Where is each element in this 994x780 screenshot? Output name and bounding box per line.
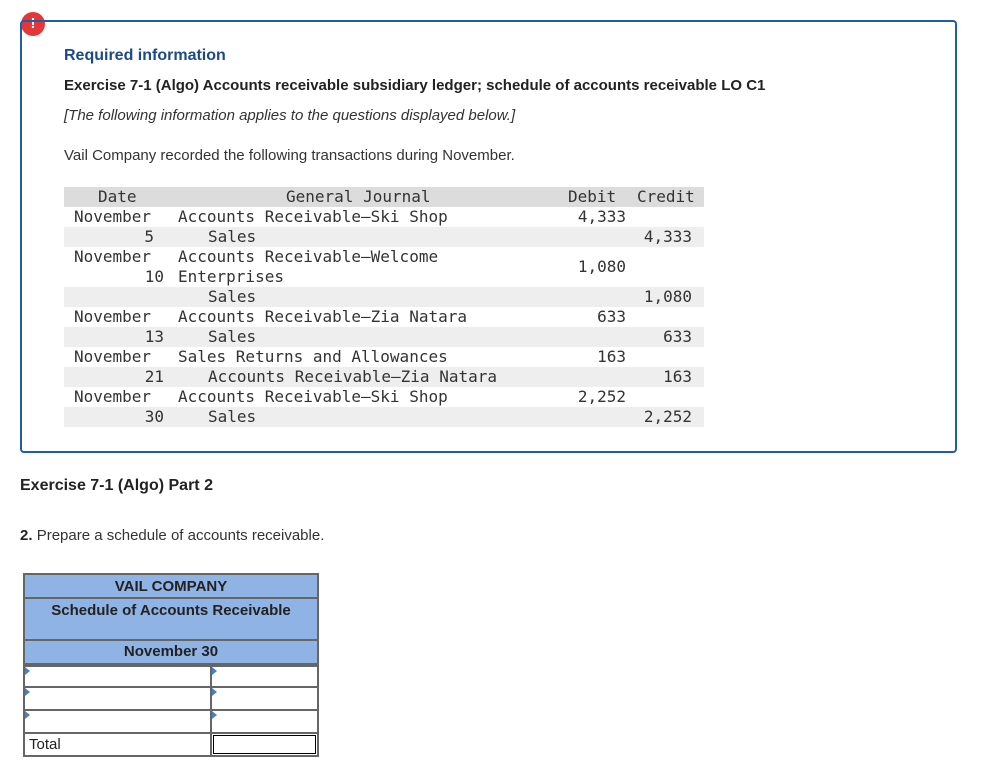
dropdown-marker-icon bbox=[212, 688, 217, 696]
journal-row bbox=[64, 227, 704, 247]
journal-date: November bbox=[74, 387, 152, 406]
journal-account: Sales bbox=[208, 287, 257, 306]
journal-debit: 4,333 bbox=[577, 207, 626, 226]
journal-credit: 163 bbox=[663, 367, 692, 386]
journal-header-row bbox=[64, 187, 704, 207]
total-label: Total bbox=[23, 734, 212, 757]
journal-credit: 2,252 bbox=[643, 407, 692, 426]
schedule-of-accounts-receivable bbox=[23, 573, 319, 757]
schedule-row bbox=[23, 688, 319, 711]
journal-date: November bbox=[74, 347, 152, 366]
journal-row bbox=[64, 367, 704, 387]
journal-date: November bbox=[74, 247, 152, 266]
journal-row bbox=[64, 327, 704, 347]
journal-debit: 1,080 bbox=[577, 257, 626, 276]
amount-input[interactable] bbox=[212, 688, 319, 711]
journal-date: 21 bbox=[144, 367, 164, 386]
journal-account: Sales Returns and Allowances bbox=[178, 347, 448, 366]
date-header: Date bbox=[98, 187, 137, 206]
journal-credit: 1,080 bbox=[643, 287, 692, 306]
customer-name-input[interactable] bbox=[23, 688, 212, 711]
schedule-company-name: VAIL COMPANY bbox=[23, 573, 319, 599]
journal-row bbox=[64, 387, 704, 407]
dropdown-marker-icon bbox=[25, 711, 30, 719]
schedule-total-row bbox=[23, 734, 319, 757]
general-journal-header: General Journal bbox=[286, 187, 431, 206]
journal-row bbox=[64, 287, 704, 307]
journal-row bbox=[64, 407, 704, 427]
journal-account: Accounts Receivable—Ski Shop bbox=[178, 387, 448, 406]
required-information-title: Required information bbox=[64, 47, 226, 64]
journal-row bbox=[64, 307, 704, 327]
dropdown-marker-icon bbox=[212, 711, 217, 719]
schedule-row bbox=[23, 711, 319, 734]
journal-account: Accounts Receivable—Zia Natara bbox=[208, 367, 497, 386]
debit-header: Debit bbox=[568, 187, 617, 206]
journal-debit: 163 bbox=[597, 347, 626, 366]
journal-account: Sales bbox=[208, 327, 257, 346]
total-amount-input[interactable] bbox=[213, 735, 316, 754]
journal-account: Accounts Receivable—Zia Natara bbox=[178, 307, 467, 326]
schedule-row bbox=[23, 665, 319, 688]
exercise-title: Exercise 7-1 (Algo) Accounts receivable subsidiary ledger; schedule of accounts receivable LO C1 bbox=[64, 77, 766, 94]
amount-input[interactable] bbox=[212, 665, 319, 688]
question-body: Prepare a schedule of accounts receivable. bbox=[36, 527, 325, 544]
schedule-title: Schedule of Accounts Receivable bbox=[23, 599, 319, 641]
dropdown-marker-icon bbox=[212, 667, 217, 675]
journal-credit: 4,333 bbox=[643, 227, 692, 246]
intro-text: Vail Company recorded the following transactions during November. bbox=[64, 147, 515, 164]
dropdown-marker-icon bbox=[25, 667, 30, 675]
journal-account: Sales bbox=[208, 407, 257, 426]
part-title: Exercise 7-1 (Algo) Part 2 bbox=[20, 477, 213, 494]
amount-input[interactable] bbox=[212, 711, 319, 734]
journal-row bbox=[64, 257, 704, 287]
journal-account: Accounts Receivable—Welcome bbox=[178, 247, 439, 266]
journal-row bbox=[64, 207, 704, 227]
journal-date: 13 bbox=[144, 327, 164, 346]
question-text bbox=[20, 527, 324, 544]
journal-date: November bbox=[74, 307, 152, 326]
general-journal-table bbox=[64, 187, 704, 427]
alert-icon: ! bbox=[21, 12, 45, 36]
total-cell bbox=[212, 734, 319, 757]
journal-account: Sales bbox=[208, 227, 257, 246]
journal-date: 30 bbox=[144, 407, 164, 426]
dropdown-marker-icon bbox=[25, 688, 30, 696]
customer-name-input[interactable] bbox=[23, 665, 212, 688]
info-note: [The following information applies to the questions displayed below.] bbox=[64, 107, 516, 124]
journal-row bbox=[64, 347, 704, 367]
journal-date: 5 bbox=[144, 227, 154, 246]
credit-header: Credit bbox=[637, 187, 695, 206]
journal-account: Enterprises bbox=[178, 267, 284, 286]
journal-debit: 633 bbox=[597, 307, 626, 326]
journal-account: Accounts Receivable—Ski Shop bbox=[178, 207, 448, 226]
question-number: 2. bbox=[20, 527, 33, 544]
customer-name-input[interactable] bbox=[23, 711, 212, 734]
journal-date: November bbox=[74, 207, 152, 226]
schedule-date: November 30 bbox=[23, 641, 319, 665]
journal-debit: 2,252 bbox=[577, 387, 626, 406]
journal-date: 10 bbox=[144, 267, 164, 286]
journal-credit: 633 bbox=[663, 327, 692, 346]
